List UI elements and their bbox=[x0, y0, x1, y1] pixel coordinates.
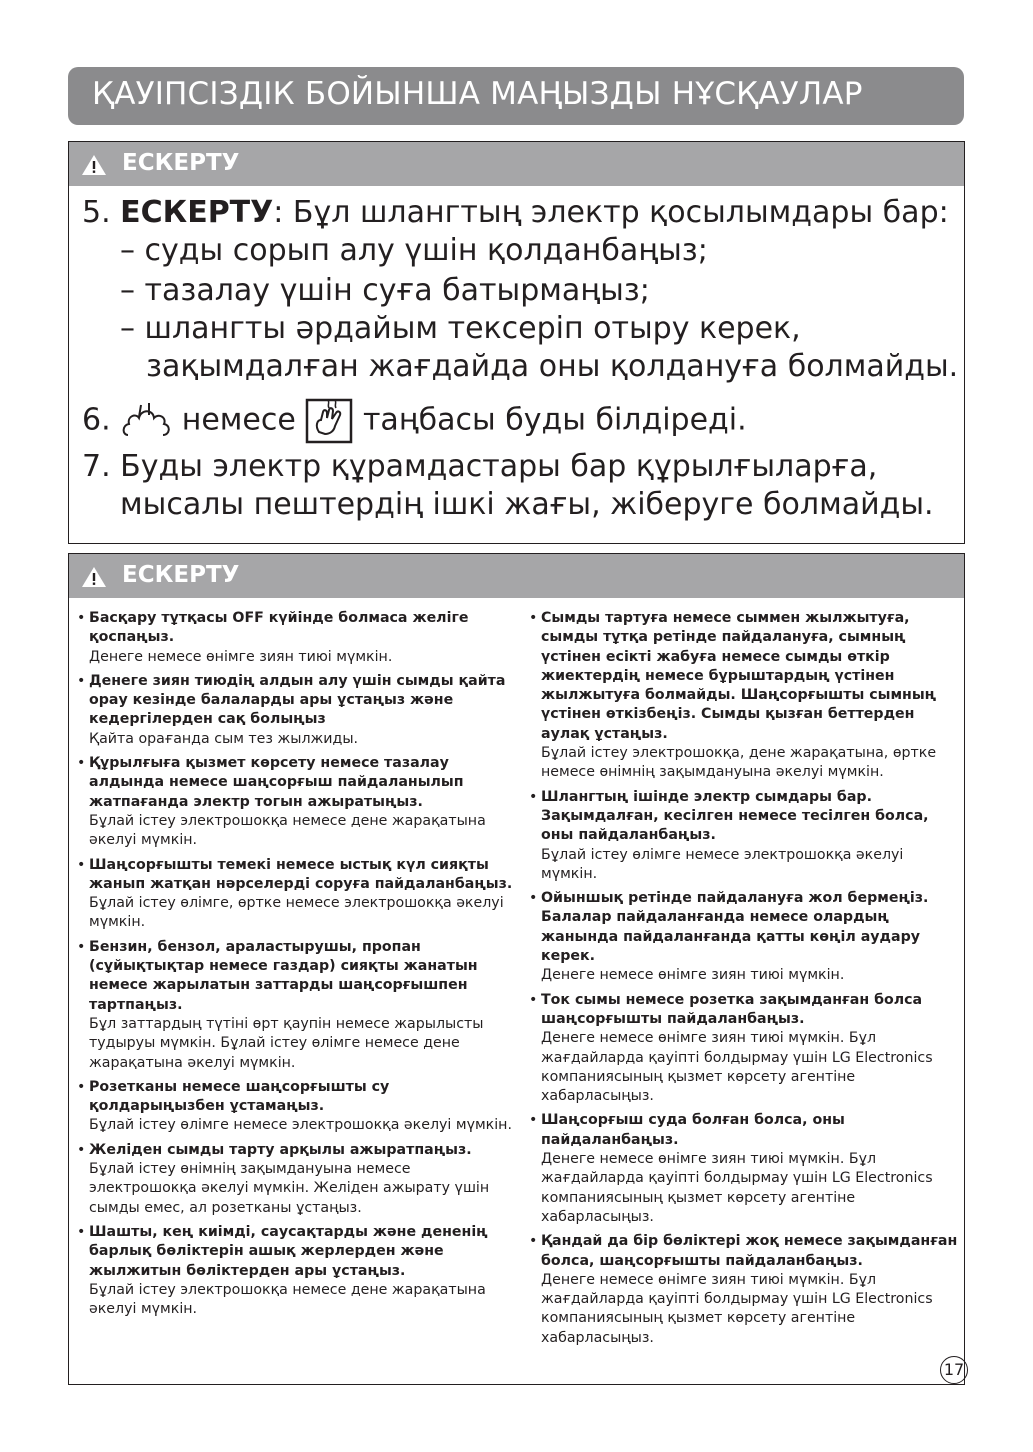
item-5-sub2: – тазалау үшін суға батырмаңыз; bbox=[120, 273, 650, 308]
item-5-line bbox=[82, 194, 949, 232]
right-column bbox=[529, 609, 959, 1353]
item-6-middle: немесе bbox=[181, 402, 296, 438]
warning-triangle-icon bbox=[81, 566, 107, 588]
list-item: • Сымды тартуға немесе сыммен жылжытуға, сымды тұтқа ретінде пайдалануға, сымның үстінен есікті жабуға немесе сымды өткір жиектердің немесе бұрыштардың үстінен жылжытуға болмайды. Шаңсорғышты сымның үстінен өткізбеңіз. Сымды қызған беттерден аулақ ұстаңыз. Бұлай істеу электрошокқа, дене жарақатына, өртке немесе өнімнің зақымдануына әкелуі мүмкін. bbox=[529, 610, 937, 781]
page-title-bar bbox=[68, 67, 964, 125]
item-7-line-a: 7. Буды электр құрамдастары бар құрылғыларға, bbox=[82, 449, 878, 484]
warning-box-1 bbox=[68, 141, 965, 544]
page-title: ҚАУІПСІЗДІК БОЙЫНША МАҢЫЗДЫ НҰСҚАУЛАР bbox=[92, 76, 863, 112]
item-6-end: таңбасы буды білдіреді. bbox=[362, 402, 747, 438]
item-7-line-b: мысалы пештердің ішкі жағы, жіберуге болмайды. bbox=[120, 487, 934, 522]
item-5-sub3a: – шлангты әрдайым тексеріп отыру керек, bbox=[120, 311, 801, 346]
list-item: • Шаңсорғышты темекі немесе ыстық күл сияқты жанып жатқан нәрселерді соруға пайдаланбаңыз. Бұлай істеу өлімге, өртке немесе электрошокқа әкелуі мүмкін. bbox=[77, 856, 513, 931]
item-5-text: : Бұл шлангтың электр қосылымдары бар: bbox=[273, 195, 949, 230]
left-column bbox=[77, 609, 517, 1324]
list-item: • Шашты, кең киімді, саусақтарды және дененің барлық бөліктерін ашық жерлерден және жылжитын бөліктерден ары ұстаңыз. Бұлай істеу электрошокқа немесе дене жарақатына әкелуі мүмкін. bbox=[77, 1223, 488, 1318]
list-item: • Қандай да бір бөліктері жоқ немесе зақымданған болса, шаңсорғышты пайдаланбаңыз. Денеге немесе өнімге зиян тиюі мүмкін. Бұл жағдайларда қауіпті болдырмау үшін LG Electronics компаниясының қызмет көрсету агентіне хабарласыңыз. bbox=[529, 1233, 958, 1346]
item-5-number: 5. bbox=[82, 195, 111, 230]
item-5-bold: ЕСКЕРТУ bbox=[120, 195, 274, 230]
list-item: • Денеге зиян тиюдің алдын алу үшін сымды қайта орау кезінде балаларды ары ұстаңыз және кедергілерден сақ болыңыз Қайта орағанда сым тез жылжиды. bbox=[77, 672, 506, 747]
list-item: • Розетканы немесе шаңсорғышты су қолдарыңызбен ұстамаңыз. Бұлай істеу өлімге немесе электрошокқа әкелуі мүмкін. bbox=[77, 1078, 512, 1134]
list-item: • Желіден сымды тарту арқылы ажыратпаңыз. Бұлай істеу өнімнің зақымдануына немесе электрошокқа әкелуі мүмкін. Желіден ажырату үшін сымды емес, ал розетканы ұстаңыз. bbox=[77, 1141, 490, 1216]
warning-triangle-icon bbox=[81, 154, 107, 176]
list-item: • Ток сымы немесе розетка зақымданған болса шаңсорғышты пайдаланбаңыз. Денеге немесе өнімге зиян тиюі мүмкін. Бұл жағдайларда қауіпті болдырмау үшін LG Electronics компаниясының қызмет көрсету агентіне хабарласыңыз. bbox=[529, 991, 933, 1105]
list-item: • Басқару тұтқасы OFF күйінде болмаса желіге қоспаңыз. Денеге немесе өнімге зиян тиюі мүмкін. bbox=[77, 610, 469, 665]
page-number: 17 bbox=[940, 1356, 968, 1384]
list-item: • Шаңсорғыш суда болған болса, оны пайдаланбаңыз. Денеге немесе өнімге зиян тиюі мүмкін. Бұл жағдайларда қауіпті болдырмау үшін LG Electronics компаниясының қызмет көрсету агентіне хабарласыңыз. bbox=[529, 1112, 933, 1225]
item-5-sub3b: зақымдалған жағдайда оны қолдануға болмайды. bbox=[146, 349, 959, 384]
warning-box-2 bbox=[68, 553, 965, 1385]
warning-header bbox=[69, 142, 964, 186]
list-item: • Бензин, бензол, араластырушы, пропан (сұйықтықтар немесе газдар) сияқты жанатын немесе жарылатын заттарды шаңсорғышпен тартпаңыз. Бұл заттардың түтіні өрт қаупін немесе жарылысты тудыруы мүмкін. Бұлай істеу өлімге немесе дене жарақатына әкелуі мүмкін. bbox=[77, 938, 484, 1071]
warning-label: ЕСКЕРТУ bbox=[122, 150, 240, 176]
list-item: • Шлангтың ішінде электр сымдары бар. Зақымдалған, кесілген немесе тесілген болса, оны пайдаланбаңыз. Бұлай істеу өлімге немесе электрошокқа әкелуі мүмкін. bbox=[529, 788, 929, 882]
warning-header-2 bbox=[69, 554, 964, 598]
item-6-number: 6. bbox=[82, 402, 111, 438]
list-item: • Құрылғыға қызмет көрсету немесе тазалау алдында немесе шаңсорғыш пайдаланылып жатпағанда электр тогын ажыратыңыз. Бұлай істеу электрошокқа немесе дене жарақатына әкелуі мүмкін. bbox=[77, 755, 486, 849]
item-5-sub1: – суды сорып алу үшін қолданбаңыз; bbox=[120, 233, 708, 268]
hot-surface-hand-icon bbox=[305, 398, 353, 444]
item-6-line bbox=[82, 398, 747, 444]
warning-label-2: ЕСКЕРТУ bbox=[122, 562, 240, 588]
list-item: • Ойыншық ретінде пайдалануға жол бермеңіз. Балалар пайдаланғанда немесе олардың жанында пайдаланғанда қатты көңіл аудару керек. Денеге немесе өнімге зиян тиюі мүмкін. bbox=[529, 890, 929, 984]
steam-cloud-icon bbox=[120, 399, 172, 443]
